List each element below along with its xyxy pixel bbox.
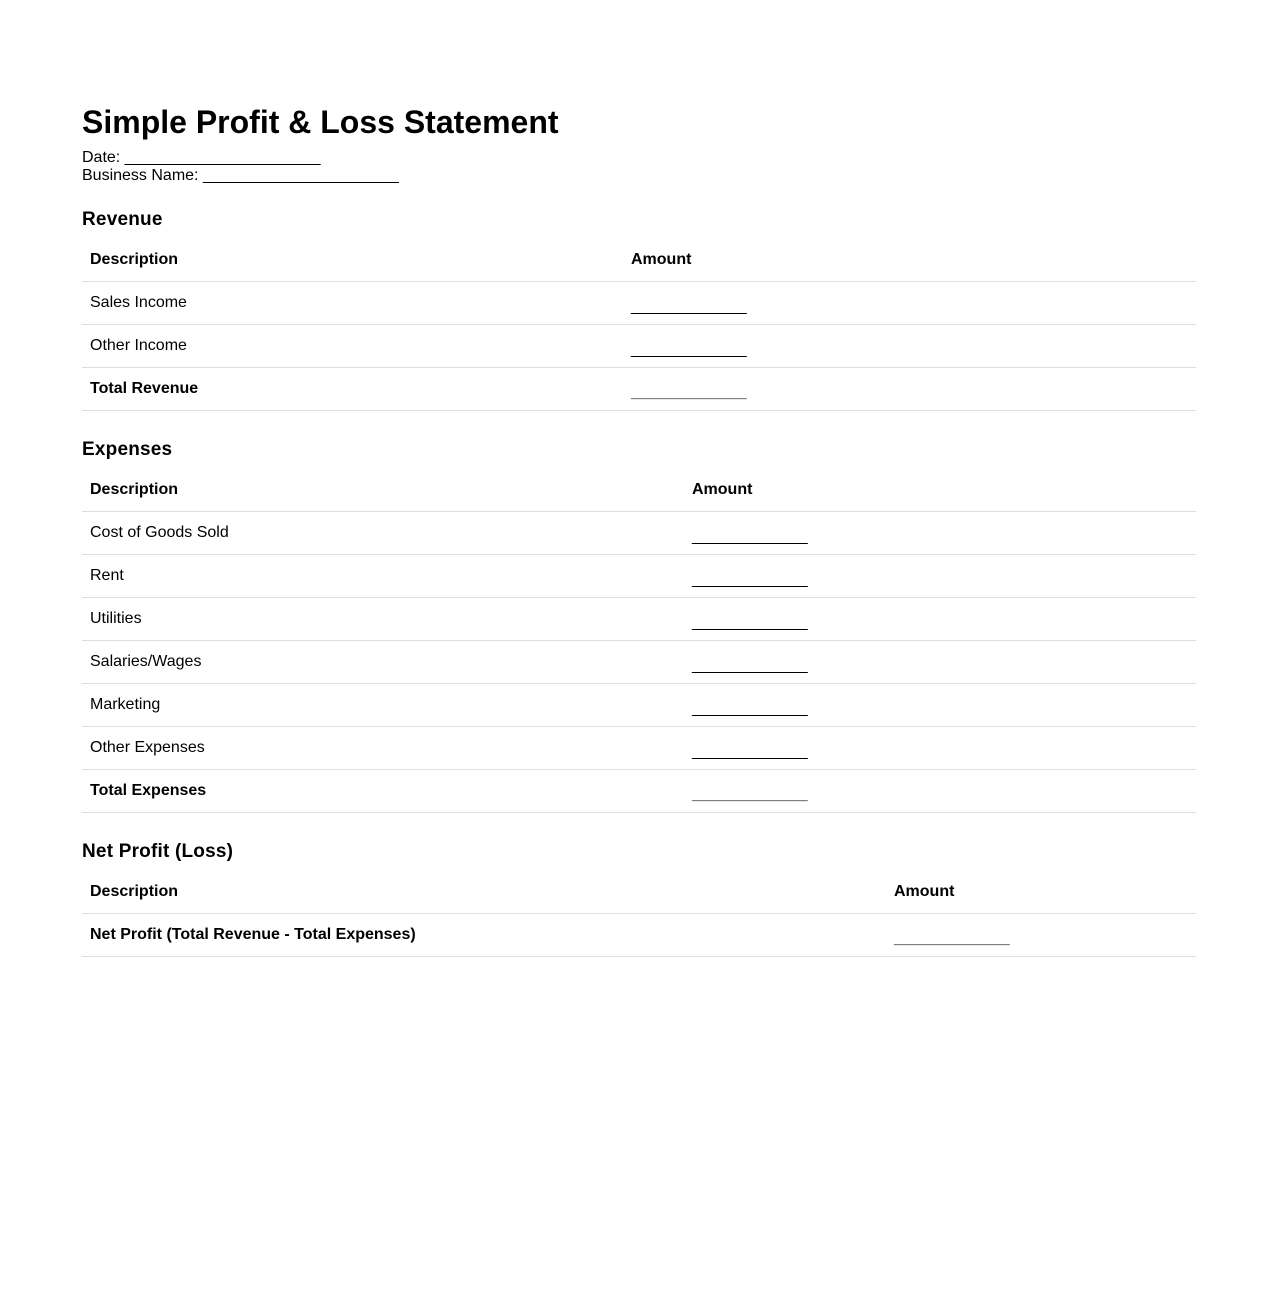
- table-row: [82, 512, 1196, 555]
- row-description: Sales Income: [82, 282, 623, 325]
- row-description: Cost of Goods Sold: [82, 512, 684, 555]
- revenue-heading: Revenue: [82, 209, 163, 230]
- amount-blank[interactable]: _____________: [631, 298, 747, 315]
- row-amount-blank[interactable]: [684, 555, 1196, 598]
- row-description: Rent: [82, 555, 684, 598]
- table-row: [82, 641, 1196, 684]
- amount-blank[interactable]: _____________: [894, 930, 1010, 947]
- total-description: Total Expenses: [82, 770, 684, 813]
- date-label: Date:: [82, 149, 121, 166]
- total-row: [82, 770, 1196, 813]
- expenses-table: [82, 469, 1196, 813]
- column-header-amount: Amount: [886, 871, 1196, 914]
- table-row: [82, 727, 1196, 770]
- revenue-table: [82, 239, 1196, 411]
- total-amount-blank[interactable]: [886, 914, 1196, 957]
- row-amount-blank[interactable]: [684, 512, 1196, 555]
- total-description: Total Revenue: [82, 368, 623, 411]
- row-amount-blank[interactable]: [623, 325, 1196, 368]
- row-description: Salaries/Wages: [82, 641, 684, 684]
- amount-blank[interactable]: _____________: [692, 614, 808, 631]
- date-blank[interactable]: ______________________: [124, 149, 321, 166]
- amount-blank[interactable]: _____________: [692, 528, 808, 545]
- row-amount-blank[interactable]: [684, 727, 1196, 770]
- table-row: [82, 555, 1196, 598]
- row-amount-blank[interactable]: [623, 282, 1196, 325]
- column-header-description: Description: [82, 239, 623, 282]
- table-row: [82, 282, 1196, 325]
- table-header-row: [82, 871, 1196, 914]
- page-title: Simple Profit & Loss Statement: [82, 104, 559, 140]
- table-row: [82, 325, 1196, 368]
- table-row: [82, 598, 1196, 641]
- row-description: Marketing: [82, 684, 684, 727]
- table-header-row: [82, 469, 1196, 512]
- amount-blank[interactable]: _____________: [692, 571, 808, 588]
- row-amount-blank[interactable]: [684, 598, 1196, 641]
- table-row: [82, 684, 1196, 727]
- total-row: [82, 914, 1196, 957]
- row-description: Other Expenses: [82, 727, 684, 770]
- business-name-blank[interactable]: ______________________: [202, 167, 399, 184]
- row-description: Other Income: [82, 325, 623, 368]
- amount-blank[interactable]: _____________: [692, 786, 808, 803]
- column-header-description: Description: [82, 871, 886, 914]
- net-profit-table: [82, 871, 1196, 957]
- total-amount-blank[interactable]: [684, 770, 1196, 813]
- business-name-label: Business Name:: [82, 167, 199, 184]
- amount-blank[interactable]: _____________: [631, 384, 747, 401]
- net-profit-heading: Net Profit (Loss): [82, 841, 234, 862]
- expenses-heading: Expenses: [82, 439, 173, 460]
- row-description: Utilities: [82, 598, 684, 641]
- date-field[interactable]: [82, 149, 399, 167]
- row-amount-blank[interactable]: [684, 641, 1196, 684]
- amount-blank[interactable]: _____________: [631, 341, 747, 358]
- amount-blank[interactable]: _____________: [692, 743, 808, 760]
- amount-blank[interactable]: _____________: [692, 657, 808, 674]
- row-amount-blank[interactable]: [684, 684, 1196, 727]
- table-header-row: [82, 239, 1196, 282]
- document-fields: [82, 149, 399, 185]
- column-header-description: Description: [82, 469, 684, 512]
- column-header-amount: Amount: [623, 239, 1196, 282]
- column-header-amount: Amount: [684, 469, 1196, 512]
- amount-blank[interactable]: _____________: [692, 700, 808, 717]
- total-amount-blank[interactable]: [623, 368, 1196, 411]
- total-row: [82, 368, 1196, 411]
- business-name-field[interactable]: [82, 167, 399, 185]
- total-description: Net Profit (Total Revenue - Total Expenses): [82, 914, 886, 957]
